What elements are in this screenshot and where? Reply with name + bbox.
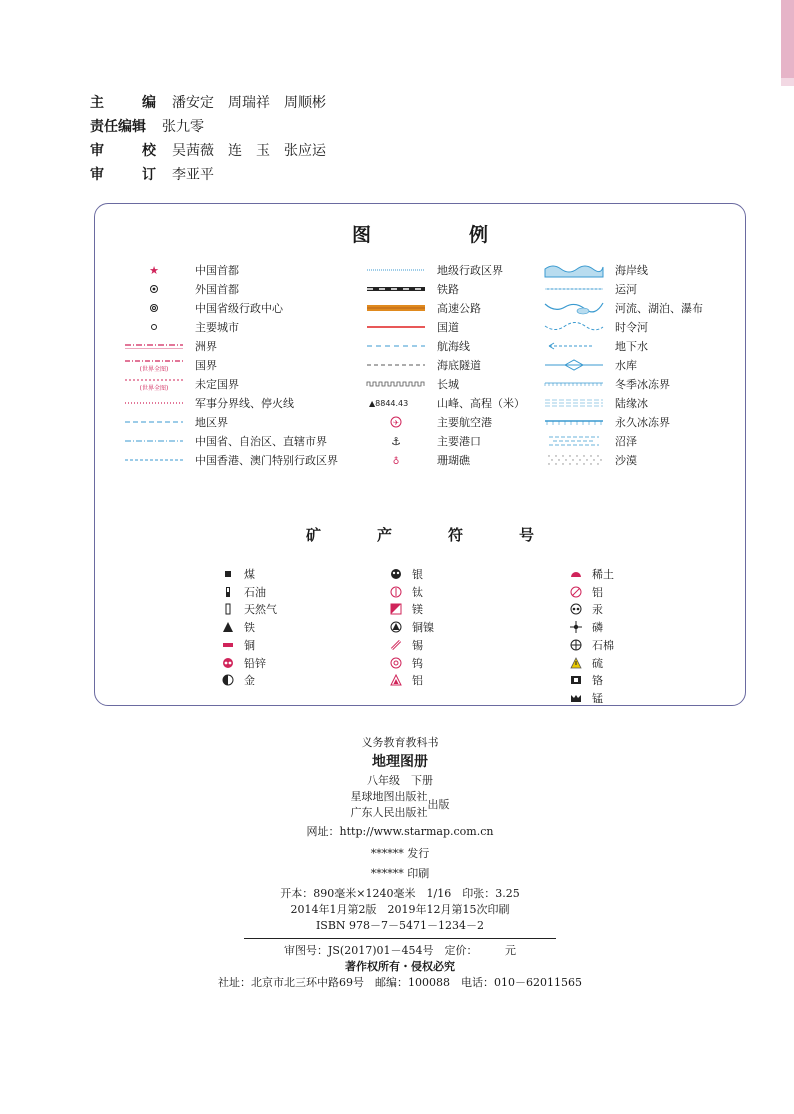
legend-label: 军事分界线、停火线: [195, 397, 294, 410]
credit-names: 张九零: [162, 119, 204, 135]
legend-label: 主要航空港: [437, 416, 492, 429]
mineral-symbol-icon: [388, 637, 404, 653]
legend-symbol-icon: [123, 394, 185, 412]
mineral-symbol-icon: [568, 672, 584, 688]
legend-symbol-icon: [543, 375, 605, 393]
legend-label: 地区界: [195, 416, 228, 429]
legend-item: [365, 299, 481, 317]
legend-symbol-icon: [365, 432, 427, 450]
mineral-item: [388, 655, 423, 671]
page-edge-tab-light: [781, 78, 794, 86]
legend-symbol-icon: [365, 413, 427, 431]
format: 开本：890毫米×1240毫米 1/16 印张：3.25: [280, 887, 520, 900]
legend-symbol-icon: [123, 451, 185, 469]
series-name: 义务教育教科书: [361, 736, 439, 749]
publisher-2: 广东人民出版社: [350, 806, 428, 819]
legend-item: [543, 413, 670, 431]
mineral-label: 铝: [412, 674, 423, 688]
credit-row: [90, 90, 326, 114]
mineral-symbol-icon: [568, 566, 584, 582]
legend-symbol-icon: [365, 451, 427, 469]
legend-label: 主要城市: [195, 321, 239, 334]
legend-label: 国界: [195, 359, 217, 372]
edition: 2014年1月第2版 2019年12月第15次印刷: [290, 903, 510, 916]
mineral-item: [220, 672, 255, 688]
mineral-label: 锡: [412, 638, 423, 652]
mineral-symbol-icon: [568, 637, 584, 653]
mineral-label: 铅锌: [244, 656, 266, 670]
mineral-title-char: 符: [448, 526, 464, 544]
mineral-symbol-icon: [220, 566, 236, 582]
printing: ****** 印刷: [370, 867, 430, 880]
mineral-label: 铜: [244, 638, 255, 652]
svg-text:▲8844.43: ▲8844.43: [369, 399, 409, 408]
publishers: [230, 789, 570, 821]
legend-label: 外国首都: [195, 283, 239, 296]
legend-symbol-icon: [543, 356, 605, 374]
legend-label: 陆缘冰: [615, 397, 648, 410]
mineral-label: 磷: [592, 621, 603, 635]
mineral-title-char: 矿: [305, 526, 321, 544]
mineral-label: 钛: [412, 585, 423, 599]
legend-symbol-icon: [543, 318, 605, 336]
legend-label: 海岸线: [615, 264, 648, 277]
credit-names: 李亚平: [172, 167, 214, 183]
mineral-symbol-icon: [220, 584, 236, 600]
legend-label: 中国首都: [195, 264, 239, 277]
svg-text:✈: ✈: [393, 419, 399, 427]
credit-role: 主 编: [90, 95, 156, 111]
mineral-label: 金: [244, 674, 255, 688]
legend-label: 沙漠: [615, 454, 637, 467]
mineral-label: 锰: [592, 691, 603, 705]
svg-text:(世界全图): (世界全图): [139, 385, 169, 392]
legend-symbol-icon: [543, 299, 605, 317]
mineral-label: 铬: [592, 674, 603, 688]
mineral-symbol-icon: [388, 584, 404, 600]
colophon: [218, 735, 582, 991]
legend-symbol-icon: [123, 432, 185, 450]
mineral-item: [220, 655, 266, 671]
legend-label: 中国省、自治区、直辖市界: [195, 435, 327, 448]
legend-label: 长城: [437, 378, 459, 391]
mineral-symbol-icon: [220, 637, 236, 653]
mineral-item: [220, 619, 255, 635]
mineral-symbol-icon: [388, 566, 404, 582]
legend-item: [365, 394, 525, 412]
legend-label: 航海线: [437, 340, 470, 353]
legend-item: [365, 337, 470, 355]
mineral-label: 天然气: [244, 603, 277, 617]
legend-label: 国道: [437, 321, 459, 334]
legend-label: 沼泽: [615, 435, 637, 448]
legend-symbol-icon: [365, 261, 427, 279]
legend-symbol-icon: [123, 413, 185, 431]
legend-label: 珊瑚礁: [437, 454, 470, 467]
legend-label: 水库: [615, 359, 637, 372]
mineral-item: [568, 619, 603, 635]
mineral-symbol-icon: [568, 655, 584, 671]
legend-label: 高速公路: [437, 302, 481, 315]
legend-title: [95, 220, 745, 247]
legend-item: [123, 318, 239, 336]
credit-row: [90, 114, 326, 138]
legend-label: 中国省级行政中心: [195, 302, 283, 315]
legend-item: [123, 451, 338, 469]
svg-text:(世界全图): (世界全图): [139, 366, 169, 373]
mineral-symbol-icon: [568, 601, 584, 617]
legend-label: 地下水: [615, 340, 648, 353]
mineral-label: 铜镍: [412, 621, 434, 635]
legend-symbol-icon: [123, 299, 185, 317]
legend-symbol-icon: [543, 432, 605, 450]
copyright: 著作权所有・侵权必究: [345, 960, 455, 973]
legend-item: [543, 375, 670, 393]
publish-suffix: 出版: [427, 798, 450, 811]
mineral-symbol-icon: [388, 619, 404, 635]
legend-item: [543, 261, 648, 279]
legend-item: [365, 451, 470, 469]
legend-symbol-icon: [543, 337, 605, 355]
legend-item: [543, 299, 703, 317]
mineral-item: [388, 672, 423, 688]
legend-label: 中国香港、澳门特别行政区界: [195, 454, 338, 467]
mineral-label: 硫: [592, 656, 603, 670]
legend-item: [123, 375, 239, 393]
review-number: 审图号：JS(2017)01－454号 定价： 元: [283, 944, 516, 957]
mineral-item: [568, 637, 614, 653]
mineral-item: [220, 566, 255, 582]
legend-label: 河流、湖泊、瀑布: [615, 302, 703, 315]
legend-symbol-icon: [123, 356, 185, 374]
mineral-label: 煤: [244, 568, 255, 581]
legend-item: [365, 261, 503, 279]
mineral-item: [388, 584, 423, 600]
legend-item: [543, 337, 648, 355]
mineral-symbol-icon: [568, 619, 584, 635]
credit-role: 责任编辑: [90, 119, 146, 135]
mineral-item: [568, 584, 603, 600]
legend-symbol-icon: [365, 318, 427, 336]
mineral-item: [220, 637, 255, 653]
legend-symbol-icon: [543, 280, 605, 298]
legend-item: [543, 432, 637, 450]
legend-symbol-icon: [543, 451, 605, 469]
legend-symbol-icon: [543, 261, 605, 279]
distribution: ****** 发行: [370, 847, 430, 860]
legend-symbol-icon: [123, 375, 185, 393]
mineral-symbol-icon: [568, 584, 584, 600]
legend-label: 山峰、高程（米）: [437, 397, 525, 410]
legend-symbol-icon: [365, 356, 427, 374]
mineral-label: 稀土: [592, 568, 614, 581]
mineral-symbol-icon: [568, 690, 584, 706]
legend-symbol-icon: [365, 299, 427, 317]
legend-item: [365, 432, 481, 450]
mineral-symbol-icon: [220, 672, 236, 688]
mineral-label: 银: [412, 568, 423, 581]
address: 社址：北京市北三环中路69号 邮编：100088 电话：010－62011565: [218, 976, 582, 989]
legend-item: [543, 356, 637, 374]
legend-symbol-icon: [365, 280, 427, 298]
legend-symbol-icon: [365, 337, 427, 355]
credit-names: 吴茜薇 连 玉 张应运: [172, 143, 326, 159]
credit-role: 审 校: [90, 143, 156, 159]
svg-text:♁: ♁: [392, 457, 400, 467]
mineral-label: 铝: [592, 585, 603, 599]
mineral-item: [388, 619, 434, 635]
credit-row: [90, 138, 326, 162]
legend-symbol-icon: [365, 375, 427, 393]
legend-item: [365, 375, 459, 393]
legend-label: 永久冰冻界: [615, 416, 670, 429]
mineral-label: 汞: [592, 603, 603, 617]
mineral-label: 镁: [412, 603, 423, 617]
legend-item: [365, 318, 459, 336]
legend-item: [123, 394, 294, 412]
divider: [244, 938, 556, 939]
mineral-label: 铁: [244, 621, 255, 635]
legend-item: [365, 356, 481, 374]
credit-role: 审 订: [90, 167, 156, 183]
mineral-item: [388, 637, 423, 653]
website: 网址：http://www.starmap.com.cn: [306, 825, 494, 838]
legend-item: [123, 356, 217, 374]
legend-label: 洲界: [195, 340, 217, 353]
legend-item: [365, 280, 459, 298]
legend-item: [123, 261, 239, 279]
legend-title-left: 图: [351, 224, 371, 246]
legend-symbol-icon: [123, 318, 185, 336]
mineral-item: [220, 584, 266, 600]
legend-symbol-icon: [123, 337, 185, 355]
legend-item: [543, 451, 637, 469]
legend-label: 时令河: [615, 321, 648, 334]
mineral-item: [568, 690, 603, 706]
mineral-label: 石棉: [592, 638, 614, 652]
legend-item: [123, 280, 239, 298]
credit-names: 潘安定 周瑞祥 周顺彬: [172, 95, 326, 111]
mineral-item: [568, 672, 603, 688]
legend-label: 运河: [615, 283, 637, 296]
legend-label: 未定国界: [195, 378, 239, 391]
legend-label: 海底隧道: [437, 359, 481, 372]
grade: 八年级 下册: [367, 774, 433, 787]
svg-text:★: ★: [149, 264, 159, 277]
mineral-item: [388, 566, 423, 582]
legend-symbol-icon: [543, 394, 605, 412]
legend-symbol-icon: [123, 280, 185, 298]
legend-item: [123, 413, 228, 431]
isbn: ISBN 978－7－5471－1234－2: [315, 919, 485, 932]
mineral-title: [95, 524, 745, 545]
mineral-symbol-icon: [220, 619, 236, 635]
mineral-item: [220, 601, 277, 617]
mineral-title-char: 产: [376, 526, 392, 544]
legend-title-right: 例: [469, 224, 489, 246]
legend-item: [543, 394, 648, 412]
legend-item: [123, 299, 283, 317]
mineral-symbol-icon: [220, 601, 236, 617]
legend-item: [543, 280, 637, 298]
legend-symbol-icon: [365, 394, 427, 412]
mineral-label: 石油: [244, 585, 266, 599]
legend-box: [94, 203, 746, 706]
legend-label: 铁路: [437, 283, 459, 296]
mineral-item: [568, 655, 603, 671]
svg-text:⚓: ⚓: [391, 435, 401, 448]
mineral-symbol-icon: [388, 655, 404, 671]
legend-item: [543, 318, 648, 336]
mineral-title-char: 号: [519, 526, 535, 544]
mineral-symbol-icon: [388, 672, 404, 688]
mineral-label: 钨: [412, 656, 423, 670]
legend-symbol-icon: [123, 261, 185, 279]
legend-item: [123, 337, 217, 355]
legend-label: 地级行政区界: [437, 264, 503, 277]
mineral-symbol-icon: [220, 655, 236, 671]
legend-item: [123, 432, 327, 450]
mineral-symbol-icon: [388, 601, 404, 617]
page-edge-tab: [781, 0, 794, 78]
mineral-item: [568, 601, 603, 617]
credits-block: [90, 90, 326, 186]
legend-item: [365, 413, 492, 431]
mineral-item: [568, 566, 614, 582]
legend-label: 冬季冰冻界: [615, 378, 670, 391]
legend-symbol-icon: [543, 413, 605, 431]
book-title: 地理图册: [372, 754, 428, 770]
mineral-item: [388, 601, 423, 617]
publisher-1: 星球地图出版社: [350, 790, 428, 803]
legend-label: 主要港口: [437, 435, 481, 448]
credit-row: [90, 162, 326, 186]
